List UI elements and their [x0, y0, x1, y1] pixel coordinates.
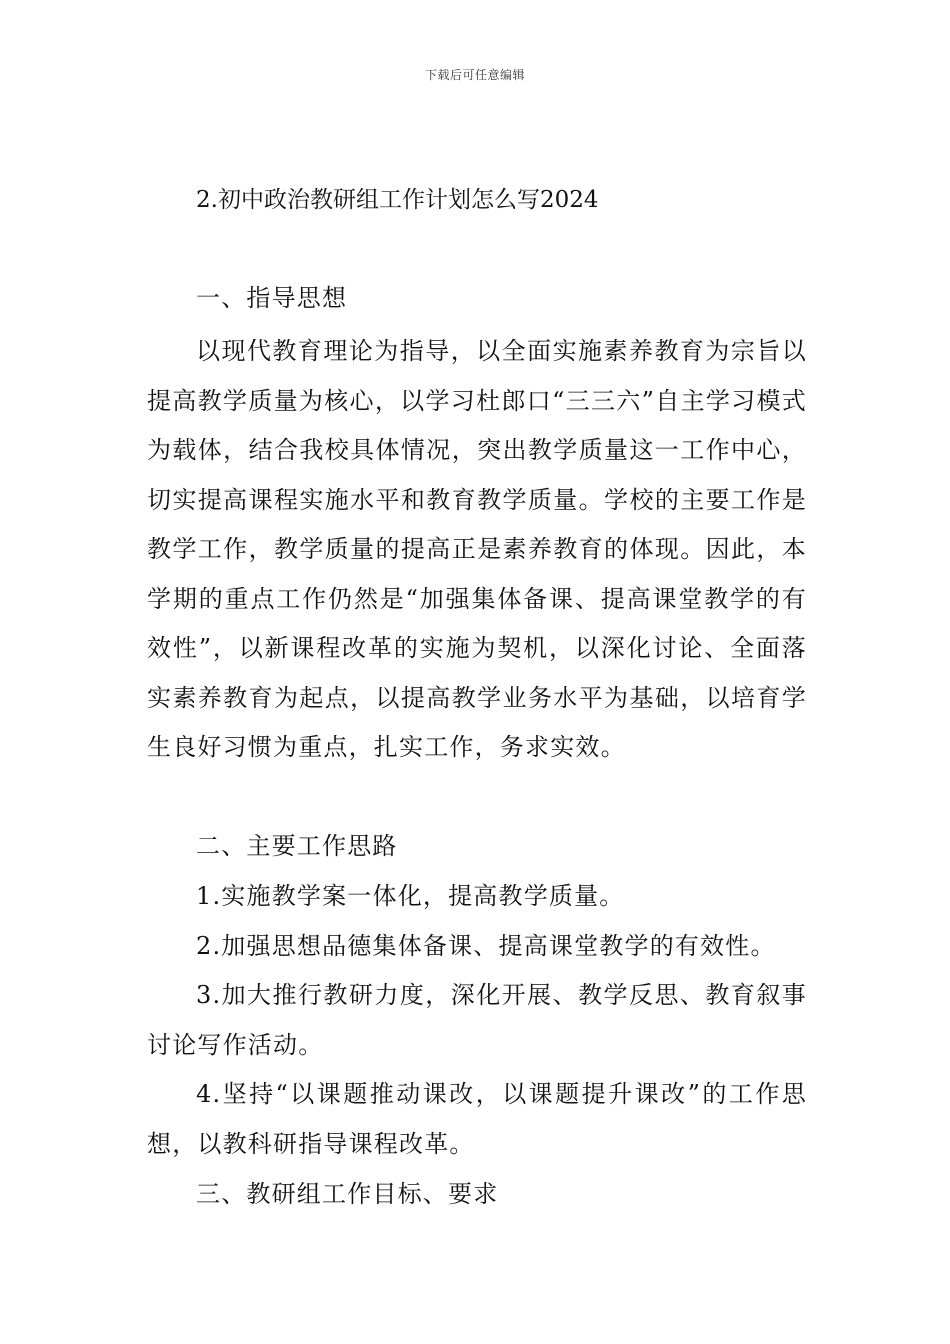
section-body-guiding-ideology [147, 327, 807, 773]
section-heading-main-ideas: 二、主要工作思路 [196, 832, 398, 860]
section-body-main-ideas [147, 872, 807, 1169]
header-note: 下载后可任意编辑 [424, 68, 525, 82]
section-heading-guiding-ideology: 一、指导思想 [196, 284, 348, 312]
list-item-main-idea-3: 3.加大推行教研力度，深化开展、教学反思、教育叙事讨论写作活动。 [147, 981, 807, 1059]
paragraph-guiding-ideology: 以现代教育理论为指导，以全面实施素养教育为宗旨以提高教学质量为核心，以学习杜郎口“三三六”自主学习模式为载体，结合我校具体情况，突出教学质量这一工作中心，切实提高课程实施水平和教育教学质量。学校的主要工作是教学工作，教学质量的提高正是素养教育的体现。因此，本学期的重点工作仍然是“加强集体备课、提高课堂教学的有效性”，以新课程改革的实施为契机，以深化讨论、全面落实素养教育为起点，以提高教学业务水平为基础，以培育学生良好习惯为重点，扎实工作，务求实效。 [147, 337, 807, 761]
list-item-main-idea-1: 1.实施教学案一体化，提高教学质量。 [196, 882, 625, 910]
list-item-main-idea-4: 4.坚持“以课题推动课改，以课题提升课改”的工作思想，以教科研指导课程改革。 [147, 1080, 807, 1158]
document-title: 2.初中政治教研组工作计划怎么写2024 [196, 187, 599, 213]
section-heading-goals: 三、教研组工作目标、要求 [196, 1180, 499, 1208]
list-item-main-idea-2: 2.加强思想品德集体备课、提高课堂教学的有效性。 [196, 931, 776, 960]
